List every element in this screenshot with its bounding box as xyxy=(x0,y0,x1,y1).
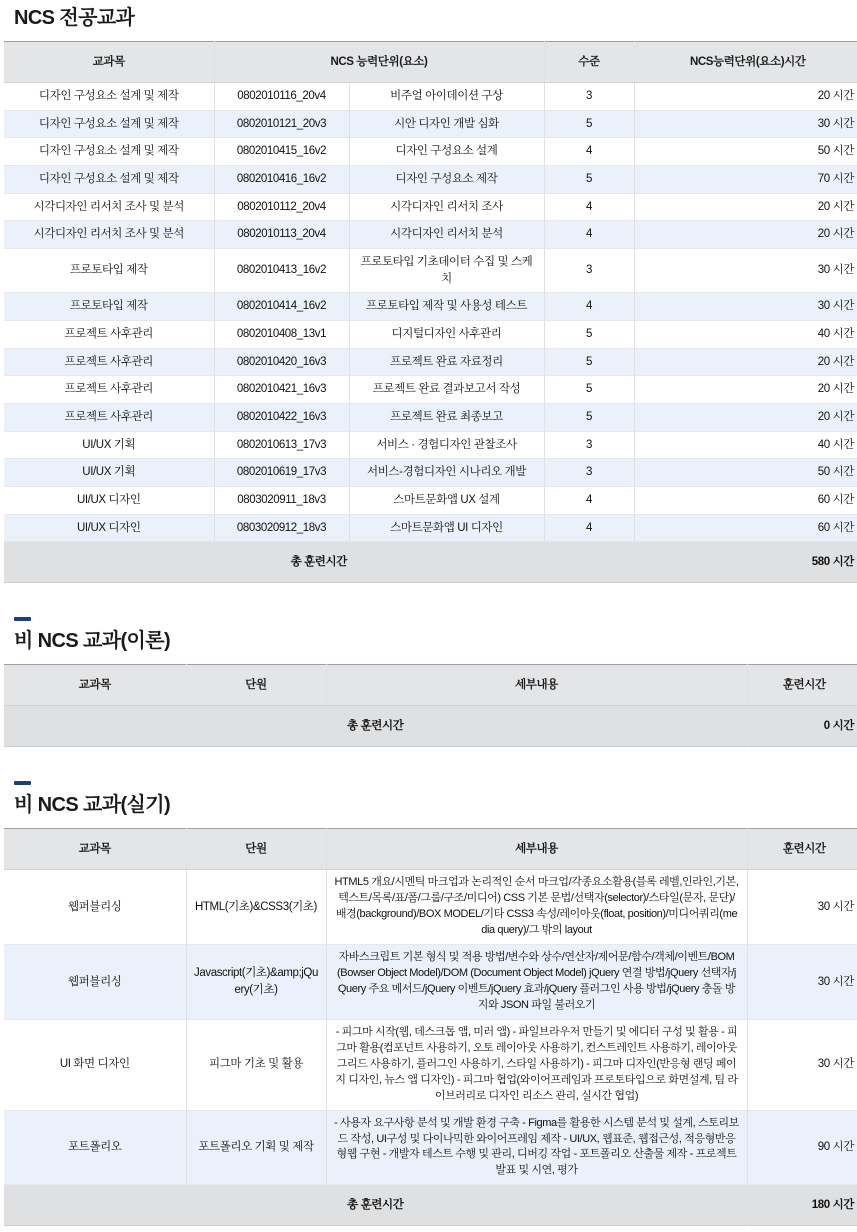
cell-level: 4 xyxy=(544,487,634,515)
cell-chapter: HTML(기초)&CSS3(기초) xyxy=(186,870,326,945)
cell-code: 0802010619_17v3 xyxy=(214,459,349,487)
cell-chapter: Javascript(기초)&amp;jQuery(기초) xyxy=(186,945,326,1020)
cell-level: 4 xyxy=(544,221,634,249)
cell-subject: 디자인 구성요소 설계 및 제작 xyxy=(4,138,214,166)
cell-hours: 30 시간 xyxy=(634,110,857,138)
non-ncs-practice-table xyxy=(4,828,857,1226)
cell-level: 4 xyxy=(544,138,634,166)
th-detail: 세부내용 xyxy=(326,829,747,870)
cell-code: 0802010420_16v3 xyxy=(214,348,349,376)
cell-hours: 90 시간 xyxy=(747,1110,857,1185)
total-hours: 580 시간 xyxy=(634,542,857,583)
cell-detail: - 사용자 요구사항 분석 및 개발 환경 구축 - Figma를 활용한 시스템 분석 및 설계, 스토리보드 작성, UI구성 및 다이나믹한 와이어프레임 제작 - UI/UX, 웹표준, 웹접근성, 적응형반응형웹 구현 - 개발자 테스트 수행 및 관리, 디버깅 작업 - 포트폴리오 산출물 제작 - 프로젝트 발표 및 시연, 평가 xyxy=(326,1110,747,1185)
table-header-row xyxy=(4,665,857,706)
section-title-ncs: NCS 전공교과 xyxy=(14,7,135,29)
cell-hours: 20 시간 xyxy=(634,404,857,432)
cell-detail: 자바스크립트 기본 형식 및 적용 방법/변수와 상수/연산자/제어문/함수/객체/이벤트/BOM (Bowser Object Model)/DOM (Document Object Model) jQuery 연결 방법/jQuery 선택자/jQuery 주요 메서드/jQuery 이벤트/jQuery 효과/jQuery 플러그인 사용 방법/jQuery 충돌 방지와 JSON 파일 불러오기 xyxy=(326,945,747,1020)
cell-level: 5 xyxy=(544,110,634,138)
cell-subject: 프로젝트 사후관리 xyxy=(4,404,214,432)
cell-element: 스마트문화앱 UX 설계 xyxy=(349,487,544,515)
cell-element: 비주얼 아이데이션 구상 xyxy=(349,83,544,111)
cell-hours: 30 시간 xyxy=(634,249,857,293)
cell-code: 0802010121_20v3 xyxy=(214,110,349,138)
th-subject: 교과목 xyxy=(4,42,214,83)
ncs-table-body xyxy=(4,83,857,583)
total-row xyxy=(4,706,857,747)
cell-element: 프로젝트 완료 결과보고서 작성 xyxy=(349,376,544,404)
theory-table-body xyxy=(4,706,857,747)
curriculum-page xyxy=(0,6,857,1232)
table-row xyxy=(4,83,857,111)
cell-detail: HTML5 개요/시멘틱 마크업과 논리적인 순서 마크업/각종요소활용(블록 레벨,인라인,기본,텍스트/목록/표/폼/그룹/구조/미디어) CSS 기본 문법/선택자(selector)/스타일(문자, 문단)/배경(background)/BOX MODEL/기타 CSS3 속성/레이아웃(float, position)/미디어쿼리(media query)/그 밖의 layout xyxy=(326,870,747,945)
cell-hours: 20 시간 xyxy=(634,221,857,249)
total-label: 총 훈련시간 xyxy=(4,706,747,747)
table-row xyxy=(4,487,857,515)
cell-level: 4 xyxy=(544,514,634,542)
cell-subject: UI/UX 디자인 xyxy=(4,514,214,542)
theory-table-head xyxy=(4,665,857,706)
cell-subject: 디자인 구성요소 설계 및 제작 xyxy=(4,110,214,138)
cell-hours: 30 시간 xyxy=(747,1019,857,1110)
table-row xyxy=(4,321,857,349)
practice-table-head xyxy=(4,829,857,870)
th-chapter: 단원 xyxy=(186,829,326,870)
table-header-row xyxy=(4,829,857,870)
cell-subject: 시각디자인 리서치 조사 및 분석 xyxy=(4,221,214,249)
section-non-ncs-practice xyxy=(4,781,853,1226)
cell-subject: 포트폴리오 xyxy=(4,1110,186,1185)
cell-hours: 20 시간 xyxy=(634,376,857,404)
table-row xyxy=(4,193,857,221)
cell-hours: 50 시간 xyxy=(634,459,857,487)
cell-code: 0802010613_17v3 xyxy=(214,431,349,459)
cell-subject: 프로토타입 제작 xyxy=(4,249,214,293)
th-chapter: 단원 xyxy=(186,665,326,706)
table-row xyxy=(4,110,857,138)
cell-element: 프로토타입 제작 및 사용성 테스트 xyxy=(349,293,544,321)
cell-level: 3 xyxy=(544,459,634,487)
table-row xyxy=(4,1019,857,1110)
cell-code: 0802010116_20v4 xyxy=(214,83,349,111)
cell-chapter: 포트폴리오 기획 및 제작 xyxy=(186,1110,326,1185)
cell-element: 프로토타입 기초데이터 수집 및 스케치 xyxy=(349,249,544,293)
th-hours: 훈련시간 xyxy=(747,665,857,706)
cell-hours: 20 시간 xyxy=(634,193,857,221)
cell-level: 3 xyxy=(544,83,634,111)
table-row xyxy=(4,459,857,487)
cell-subject: UI 화면 디자인 xyxy=(4,1019,186,1110)
table-row xyxy=(4,431,857,459)
th-subject: 교과목 xyxy=(4,665,186,706)
practice-table-body xyxy=(4,870,857,1226)
table-row xyxy=(4,293,857,321)
table-row xyxy=(4,514,857,542)
table-row xyxy=(4,1110,857,1185)
cell-subject: 프로토타입 제작 xyxy=(4,293,214,321)
cell-level: 5 xyxy=(544,376,634,404)
cell-level: 3 xyxy=(544,431,634,459)
cell-element: 시각디자인 리서치 조사 xyxy=(349,193,544,221)
cell-hours: 50 시간 xyxy=(634,138,857,166)
cell-code: 0802010414_16v2 xyxy=(214,293,349,321)
cell-hours: 40 시간 xyxy=(634,431,857,459)
table-header-row xyxy=(4,42,857,83)
section-accent-dash xyxy=(14,617,31,621)
cell-level: 3 xyxy=(544,249,634,293)
ncs-table-head xyxy=(4,42,857,83)
th-ncs-unit: NCS 능력단위(요소) xyxy=(214,42,544,83)
total-row xyxy=(4,542,857,583)
cell-hours: 70 시간 xyxy=(634,166,857,194)
cell-element: 디지털디자인 사후관리 xyxy=(349,321,544,349)
cell-hours: 30 시간 xyxy=(747,870,857,945)
cell-code: 0802010421_16v3 xyxy=(214,376,349,404)
cell-code: 0802010408_13v1 xyxy=(214,321,349,349)
table-row xyxy=(4,376,857,404)
cell-element: 시안 디자인 개발 심화 xyxy=(349,110,544,138)
cell-element: 시각디자인 리서치 분석 xyxy=(349,221,544,249)
cell-code: 0802010415_16v2 xyxy=(214,138,349,166)
cell-code: 0802010112_20v4 xyxy=(214,193,349,221)
cell-code: 0802010413_16v2 xyxy=(214,249,349,293)
cell-subject: 디자인 구성요소 설계 및 제작 xyxy=(4,166,214,194)
cell-code: 0802010416_16v2 xyxy=(214,166,349,194)
cell-level: 4 xyxy=(544,293,634,321)
ncs-major-table xyxy=(4,41,857,583)
cell-subject: 프로젝트 사후관리 xyxy=(4,376,214,404)
cell-level: 5 xyxy=(544,321,634,349)
cell-subject: UI/UX 기획 xyxy=(4,459,214,487)
table-row xyxy=(4,945,857,1020)
cell-hours: 30 시간 xyxy=(747,945,857,1020)
cell-subject: UI/UX 기획 xyxy=(4,431,214,459)
cell-hours: 60 시간 xyxy=(634,487,857,515)
th-hours: NCS능력단위(요소)시간 xyxy=(634,42,857,83)
section-ncs-major xyxy=(4,6,853,583)
total-row xyxy=(4,1185,857,1226)
cell-hours: 30 시간 xyxy=(634,293,857,321)
cell-element: 서비스-경험디자인 시나리오 개발 xyxy=(349,459,544,487)
cell-element: 서비스 · 경험디자인 관찰조사 xyxy=(349,431,544,459)
cell-subject: UI/UX 디자인 xyxy=(4,487,214,515)
cell-level: 5 xyxy=(544,166,634,194)
cell-detail: - 피그마 시작(웹, 데스크톱 앱, 미러 앱) - 파일브라우저 만들기 및 에디터 구성 및 활용 - 피그마 활용(컴포넌트 사용하기, 오토 레이아웃 사용하기, 컨스트레인트 사용하기, 레이아웃 그리드 사용하기, 플러그인 사용하기, 스타일 사용하기) - 피그마 디자인(반응형 랜딩 페이지 디자인, 뉴스 앱 디자인) - 피그마 협업(와이어프레임과 프로토타입으로 화면설계, 팀 라이브러리로 디자인 리소스 관리, 실시간 협업) xyxy=(326,1019,747,1110)
cell-element: 디자인 구성요소 설계 xyxy=(349,138,544,166)
cell-subject: 프로젝트 사후관리 xyxy=(4,348,214,376)
th-level: 수준 xyxy=(544,42,634,83)
cell-element: 디자인 구성요소 제작 xyxy=(349,166,544,194)
th-hours: 훈련시간 xyxy=(747,829,857,870)
total-label: 총 훈련시간 xyxy=(4,1185,747,1226)
cell-subject: 디자인 구성요소 설계 및 제작 xyxy=(4,83,214,111)
cell-subject: 프로젝트 사후관리 xyxy=(4,321,214,349)
cell-level: 4 xyxy=(544,193,634,221)
cell-element: 프로젝트 완료 자료정리 xyxy=(349,348,544,376)
cell-hours: 40 시간 xyxy=(634,321,857,349)
cell-subject: 웹퍼블리싱 xyxy=(4,870,186,945)
cell-subject: 웹퍼블리싱 xyxy=(4,945,186,1020)
section-title-non-ncs-practice: 비 NCS 교과(실기) xyxy=(14,794,171,817)
cell-code: 0803020912_18v3 xyxy=(214,514,349,542)
table-row xyxy=(4,348,857,376)
cell-hours: 20 시간 xyxy=(634,348,857,376)
cell-chapter: 피그마 기초 및 활용 xyxy=(186,1019,326,1110)
cell-code: 0802010422_16v3 xyxy=(214,404,349,432)
non-ncs-theory-table xyxy=(4,664,857,747)
total-label: 총 훈련시간 xyxy=(4,542,634,583)
section-title-non-ncs-theory: 비 NCS 교과(이론) xyxy=(14,630,171,653)
cell-hours: 60 시간 xyxy=(634,514,857,542)
cell-hours: 20 시간 xyxy=(634,83,857,111)
cell-element: 프로젝트 완료 최종보고 xyxy=(349,404,544,432)
cell-level: 5 xyxy=(544,348,634,376)
total-hours: 180 시간 xyxy=(747,1185,857,1226)
total-hours: 0 시간 xyxy=(747,706,857,747)
cell-subject: 시각디자인 리서치 조사 및 분석 xyxy=(4,193,214,221)
th-subject: 교과목 xyxy=(4,829,186,870)
th-detail: 세부내용 xyxy=(326,665,747,706)
table-row xyxy=(4,138,857,166)
table-row xyxy=(4,221,857,249)
cell-code: 0803020911_18v3 xyxy=(214,487,349,515)
table-row xyxy=(4,404,857,432)
table-row xyxy=(4,249,857,293)
cell-code: 0802010113_20v4 xyxy=(214,221,349,249)
section-accent-dash xyxy=(14,781,31,785)
table-row xyxy=(4,166,857,194)
table-row xyxy=(4,870,857,945)
section-non-ncs-theory xyxy=(4,617,853,747)
cell-element: 스마트문화앱 UI 디자인 xyxy=(349,514,544,542)
cell-level: 5 xyxy=(544,404,634,432)
